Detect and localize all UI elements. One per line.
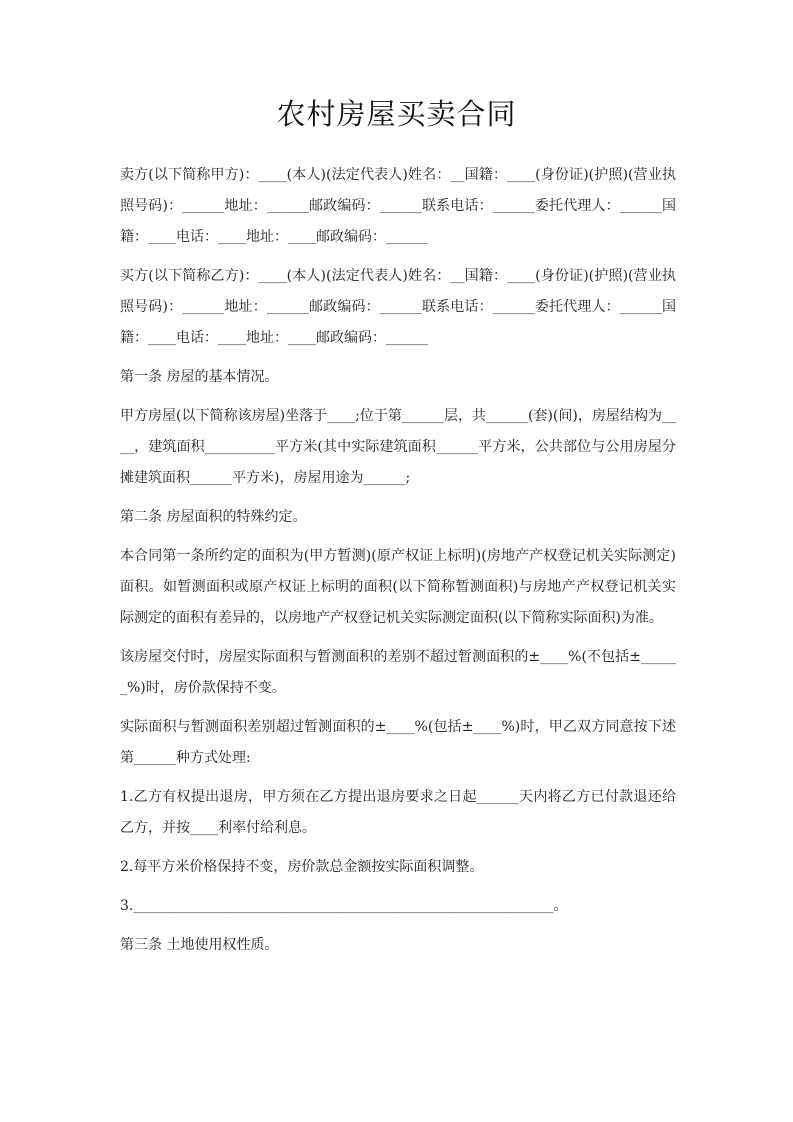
- option-2-text: 2.每平方米价格保持不变，房价款总金额按实际面积调整。: [120, 859, 484, 875]
- option-1-text: 1.乙方有权提出退房，甲方须在乙方提出退房要求之日起______天内将乙方已付款退还给乙方，并按____利率付给利息。: [120, 789, 676, 836]
- article-3-heading: 第三条 土地使用权性质。: [120, 937, 279, 953]
- article-1-heading: 第一条 房屋的基本情况。: [120, 369, 279, 385]
- document-body: [120, 160, 676, 969]
- area-difference-clause: 该房屋交付时，房屋实际面积与暂测面积的差别不超过暂测面积的±____%(不包括±______%)时，房价款保持不变。: [120, 649, 676, 696]
- buyer-info-paragraph: 买方(以下简称乙方)：____(本人)(法定代表人)姓名：__国籍：____(身份证)(护照)(营业执照号码)：______地址：______邮政编码：______联系电话：______委托代理人：______国籍：____电话：____地址：____邮政编码：______: [120, 268, 676, 346]
- seller-info-paragraph: 卖方(以下简称甲方)：____(本人)(法定代表人)姓名：__国籍：____(身份证)(护照)(营业执照号码)：______地址：______邮政编码：______联系电话：______委托代理人：______国籍：____电话：____地址：____邮政编码：______: [120, 167, 676, 245]
- article-1-text: 甲方房屋(以下简称该房屋)坐落于____;位于第______层，共______(套)(间)，房屋结构为____，建筑面积__________平方米(其中实际建筑面积______平方米，公共部位与公用房屋分摊建筑面积______平方米)，房屋用途为______;: [120, 408, 676, 486]
- document-title: 农村房屋买卖合同: [276, 97, 517, 131]
- option-3-text: 3.____________________________________________________________。: [120, 898, 568, 914]
- article-2-text: 本合同第一条所约定的面积为(甲方暂测)(原产权证上标明)(房地产产权登记机关实际测定)面积。如暂测面积或原产权证上标明的面积(以下简称暂测面积)与房地产产权登记机关实际测定的面积有差异的，以房地产产权登记机关实际测定面积(以下简称实际面积)为准。: [120, 548, 676, 626]
- area-exceed-clause: 实际面积与暂测面积差别超过暂测面积的±____%(包括±____%)时，甲乙双方同意按下述第______种方式处理:: [120, 719, 676, 766]
- article-2-heading: 第二条 房屋面积的特殊约定。: [120, 509, 307, 525]
